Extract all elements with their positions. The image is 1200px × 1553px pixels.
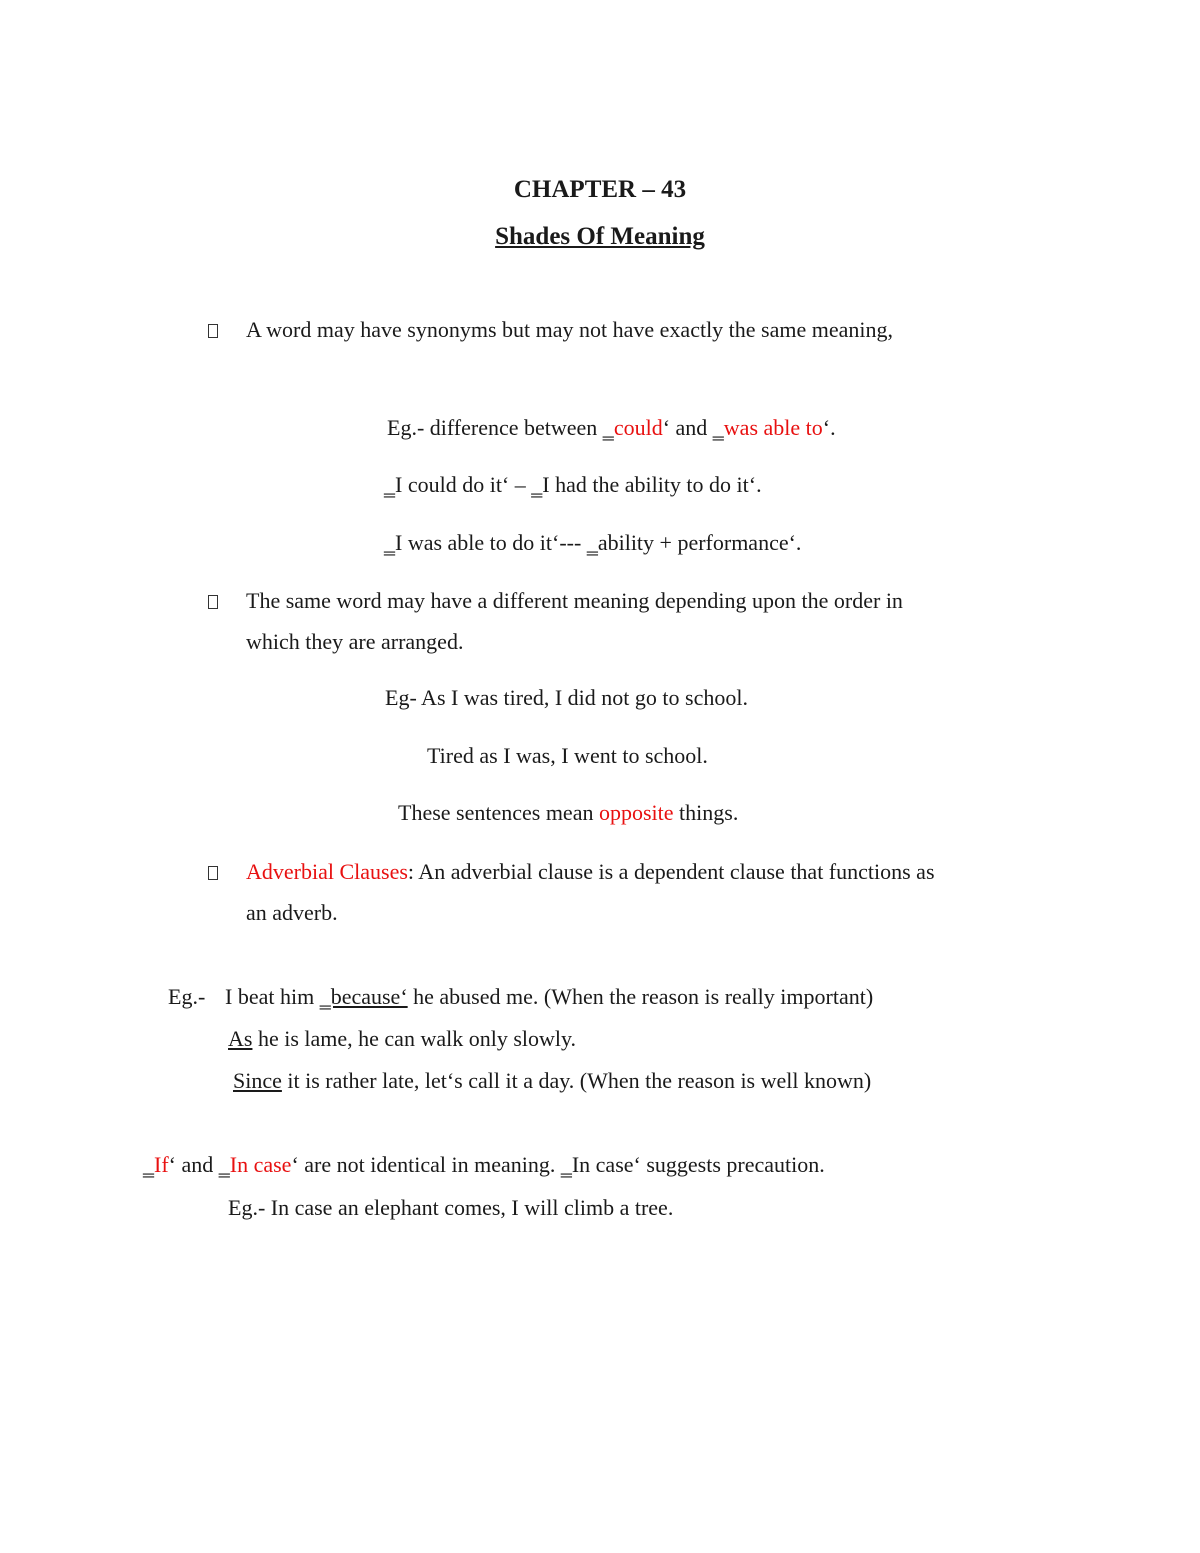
point-1-text: A word may have synonyms but may not have exactly the same meaning, — [246, 317, 894, 342]
example-text: ‘. — [822, 415, 836, 440]
point-2-line-1: The same word may have a different meaning depending upon the order in — [246, 588, 903, 613]
example-text: ‘ and ‗ — [662, 415, 724, 440]
example-text: Eg.- difference between ‗ — [387, 415, 614, 440]
point-4-text — [143, 1151, 825, 1179]
example-text: he is lame, he can walk only slowly. — [252, 1026, 577, 1051]
point-1-example-3: ‗I was able to do it‘--- ‗ability + performance‘. — [384, 530, 802, 555]
example-text: it is rather late, let‘s call it a day. (When the reason is well known) — [281, 1068, 872, 1093]
highlight-if: If — [154, 1152, 169, 1177]
highlight-in-case: In case — [229, 1152, 292, 1177]
point-2-line-2: which they are arranged. — [246, 629, 464, 654]
example-text: he abused me. (When the reason is really important) — [407, 984, 874, 1009]
point-1-example-2: ‗I could do it‘ – ‗I had the ability to do it‘. — [384, 472, 762, 497]
example-text: ‘ and ‗ — [168, 1152, 230, 1177]
point-3-eg-prefix: Eg.- — [168, 984, 206, 1009]
bullet-box-icon — [208, 866, 218, 880]
point-4-example: Eg.- In case an elephant comes, I will climb a tree. — [228, 1195, 674, 1220]
point-3-example-2 — [228, 1025, 576, 1053]
underlined-as: As — [228, 1026, 253, 1051]
highlight-could: could — [613, 415, 663, 440]
point-3-line-1 — [246, 858, 935, 886]
example-text: ‘ are not identical in meaning. ‗In case‘ suggests precaution. — [291, 1152, 825, 1177]
point-1-example-1 — [387, 414, 836, 442]
point-2-example-2: Tired as I was, I went to school. — [427, 743, 708, 768]
example-text: things. — [673, 800, 739, 825]
quote-mark: ‗ — [143, 1152, 154, 1177]
point-3-line-2: an adverb. — [246, 900, 338, 925]
highlight-adverbial-clauses: Adverbial Clauses — [246, 859, 408, 884]
underlined-since: Since — [233, 1068, 282, 1093]
example-text: I beat him — [225, 984, 320, 1009]
underlined-because: ‗because‘ — [319, 984, 408, 1009]
page-title: Shades Of Meaning — [495, 223, 705, 250]
highlight-opposite: opposite — [598, 800, 674, 825]
point-3-example-3 — [233, 1067, 871, 1095]
point-2-example-1: Eg- As I was tired, I did not go to school. — [385, 685, 748, 710]
definition-text: : An adverbial clause is a dependent clause that functions as — [407, 859, 935, 884]
bullet-box-icon — [208, 595, 218, 609]
highlight-was-able-to: was able to — [723, 415, 823, 440]
point-3-example-1 — [225, 983, 873, 1011]
chapter-heading: CHAPTER – 43 — [513, 176, 687, 203]
example-text: These sentences mean — [398, 800, 599, 825]
point-2-example-3 — [398, 799, 738, 827]
bullet-box-icon — [208, 324, 218, 338]
